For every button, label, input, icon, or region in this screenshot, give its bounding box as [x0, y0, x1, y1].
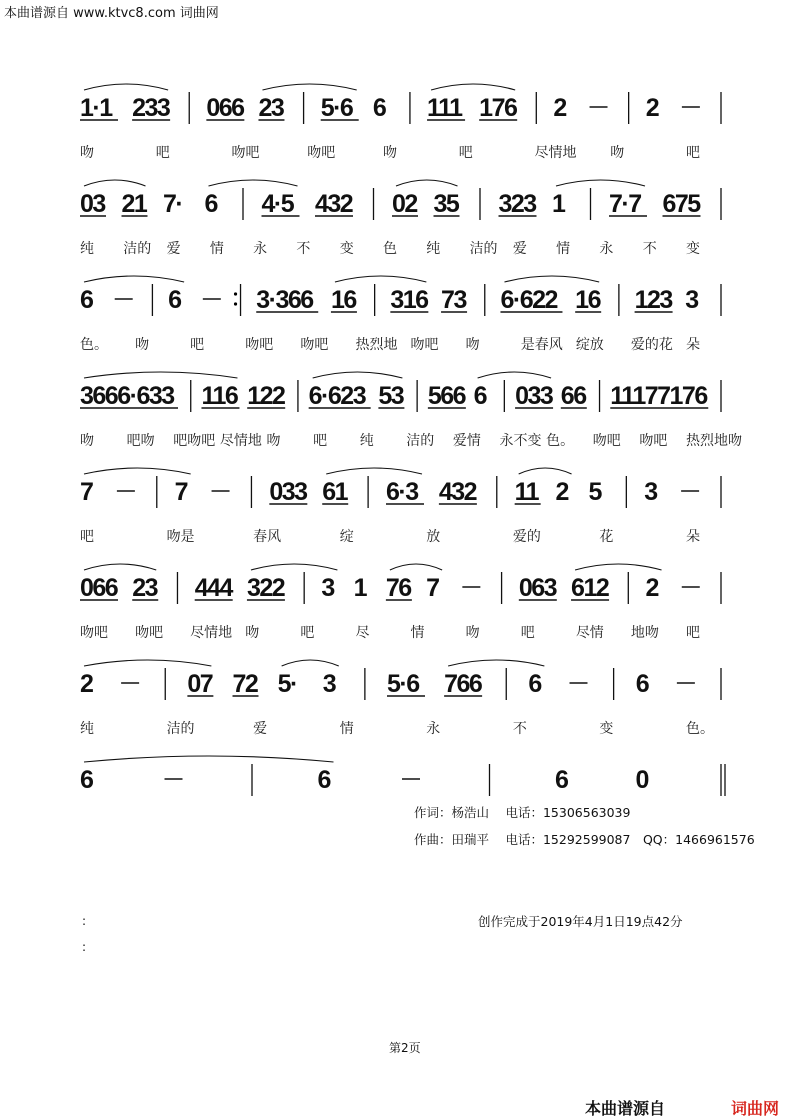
note-group: 6: [473, 382, 487, 410]
lyric-text: 春风: [253, 529, 282, 545]
lyric-text: 吻吧: [592, 433, 621, 449]
lyric-text: 吧: [80, 529, 94, 545]
note-group: 6: [204, 190, 217, 218]
lyric-text: 吻吧: [231, 145, 260, 161]
slur-arc: [396, 180, 458, 186]
note-group: 316: [390, 286, 428, 314]
lyric-text: 洁的: [406, 433, 435, 449]
note-group: 66: [560, 382, 586, 410]
lyric-text: 朵: [686, 337, 700, 353]
lyric-text: 变: [599, 721, 614, 737]
lyric-text: 吧: [313, 433, 328, 449]
note-group: 432: [315, 190, 353, 218]
note-group: 322: [246, 574, 285, 602]
note-group: 063: [518, 574, 557, 602]
slur-arc: [84, 372, 237, 378]
colon-mark: :: [82, 940, 87, 954]
lyric-text: 爱的: [512, 529, 541, 545]
lyric-text: 吻吧: [639, 433, 668, 449]
lyric-text: 色: [383, 241, 397, 257]
slur-arc: [431, 84, 515, 90]
lyric-text: 绽放: [575, 337, 604, 353]
lyric-text: 吻吧: [307, 145, 336, 161]
slur-arc: [390, 564, 442, 570]
note-group: 566: [427, 382, 466, 410]
slur-arc: [504, 276, 599, 282]
lyric-text: 吻: [80, 433, 94, 449]
note-group: 3: [685, 286, 698, 314]
slur-arc: [84, 660, 211, 666]
lyric-text: 不: [642, 241, 657, 257]
note-group: 07: [187, 670, 213, 698]
slur-arc: [326, 468, 422, 474]
slur-arc: [84, 756, 334, 762]
footer-site: 词曲网: [731, 1099, 780, 1118]
slur-arc: [282, 660, 339, 666]
page-header: 本曲谱源自 www.ktvc8.com 词曲网: [4, 6, 219, 21]
slur-arc: [251, 564, 337, 570]
lyric-text: 吻吧: [300, 337, 329, 353]
lyric-text: 吧: [458, 145, 473, 161]
note-group: 3: [644, 478, 657, 506]
lyric-text: 吧吻: [126, 433, 155, 449]
note-group: 35: [433, 190, 459, 218]
note-group: 111: [427, 94, 462, 122]
lyric-text: 尽: [355, 625, 370, 641]
note-group: 5·: [277, 670, 297, 698]
slur-arc: [84, 180, 146, 186]
lyric-text: 不: [296, 241, 311, 257]
lyric-text: 吻: [135, 337, 150, 353]
slur-arc: [262, 84, 356, 90]
lyric-text: 吧: [686, 625, 700, 641]
lyric-text: 纯: [359, 433, 374, 449]
note-group: 033: [515, 382, 553, 410]
lyric-text: 纯: [80, 241, 94, 257]
lyric-text: 色。: [546, 433, 575, 449]
lyric-text: 爱: [512, 241, 527, 257]
slur-arc: [313, 372, 403, 378]
note-group: 7: [426, 574, 439, 602]
lyric-text: 爱: [253, 721, 268, 737]
note-group: 2: [645, 574, 658, 602]
lyric-text: 地吻: [630, 625, 659, 641]
note-group: 766: [444, 670, 482, 698]
note-group: 323: [498, 190, 536, 218]
lyric-text: 热烈地: [355, 337, 398, 353]
note-group: 066: [206, 94, 244, 122]
note-group: 6: [317, 766, 330, 794]
note-group: 122: [247, 382, 285, 410]
note-group: 02: [392, 190, 417, 218]
note-group: 116: [201, 382, 238, 410]
note-group: 6·623: [308, 382, 366, 410]
page-number: 第2页: [389, 1041, 421, 1055]
note-group: 7·: [163, 190, 183, 218]
lyric-text: 纯: [80, 721, 94, 737]
slur-arc: [519, 468, 572, 474]
lyric-text: 尽情: [575, 625, 604, 641]
note-group: 6·622: [500, 286, 557, 314]
lyric-text: 不: [512, 721, 527, 737]
lyric-text: 朵: [686, 529, 700, 545]
composer-credit: 作曲：田瑞平 电话：15292599087 QQ：1466961576: [414, 832, 755, 847]
lyric-text: 绽: [339, 529, 354, 545]
lyric-text: 是春风: [520, 337, 563, 353]
note-group: 11: [514, 478, 539, 506]
note-group: 53: [378, 382, 404, 410]
note-group: 3·366: [256, 286, 313, 314]
completion-date: 创作完成于2019年4月1日19点42分: [478, 914, 683, 929]
lyric-text: 洁的: [166, 721, 195, 737]
slur-arc: [448, 660, 544, 666]
note-group: 7: [80, 478, 93, 506]
note-group: 5: [588, 478, 601, 506]
note-group: 76: [385, 574, 411, 602]
note-group: 72: [232, 670, 258, 698]
slur-arc: [209, 180, 298, 186]
note-group: 6: [80, 286, 93, 314]
lyric-text: 情: [209, 241, 224, 257]
slur-arc: [335, 276, 426, 282]
lyric-text: 永: [253, 241, 268, 257]
lyric-text: 永不变: [499, 433, 542, 449]
lyric-text: 变: [686, 241, 700, 257]
lyric-text: 情: [339, 721, 354, 737]
slur-arc: [556, 180, 645, 186]
lyric-text: 吧: [300, 625, 315, 641]
repeat-dot: [234, 292, 237, 295]
note-group: 612: [571, 574, 609, 602]
note-group: 123: [634, 286, 672, 314]
lyric-text: 花: [599, 529, 614, 545]
note-group: 6: [528, 670, 541, 698]
note-group: 3666·633: [80, 382, 174, 410]
lyric-text: 吻: [465, 625, 480, 641]
note-group: 7·7: [609, 190, 641, 218]
lyric-text: 吻吧: [410, 337, 439, 353]
lyric-text: 吻: [245, 625, 260, 641]
slur-arc: [478, 372, 551, 378]
note-group: 2: [553, 94, 566, 122]
lyric-text: 情: [556, 241, 571, 257]
note-group: 1·1: [80, 94, 112, 122]
note-group: 233: [132, 94, 170, 122]
note-group: 0: [635, 766, 648, 794]
lyric-text: 热烈地吻: [686, 433, 742, 449]
note-group: 11177176: [610, 382, 707, 410]
lyric-text: 色。: [686, 721, 714, 737]
slur-arc: [84, 564, 156, 570]
lyric-text: 吻吧: [245, 337, 274, 353]
lyric-text: 爱: [166, 241, 181, 257]
lyric-text: 放: [426, 529, 441, 545]
note-group: 176: [479, 94, 517, 122]
note-group: 61: [322, 478, 348, 506]
note-group: 066: [80, 574, 118, 602]
lyric-text: 吻: [266, 433, 281, 449]
lyric-text: 爱的花: [630, 337, 673, 353]
note-group: 2: [80, 670, 93, 698]
note-group: 3: [321, 574, 334, 602]
lyric-text: 纯: [426, 241, 441, 257]
note-group: 03: [80, 190, 105, 218]
note-group: 23: [258, 94, 284, 122]
lyric-text: 吻是: [166, 529, 195, 545]
lyric-text: 吻: [383, 145, 397, 161]
note-group: 6·3: [386, 478, 418, 506]
note-group: 2: [645, 94, 659, 122]
note-group: 6: [635, 670, 649, 698]
lyric-text: 吧: [520, 625, 535, 641]
lyric-text: 尽情地: [190, 625, 233, 641]
lyric-text: 爱情: [452, 433, 481, 449]
lyric-text: 吻: [80, 145, 94, 161]
note-group: 3: [322, 670, 336, 698]
lyric-text: 吻吧: [135, 625, 164, 641]
lyric-text: 洁的: [123, 241, 152, 257]
footer-brand: 本曲谱源自: [585, 1099, 666, 1118]
note-group: 1: [353, 574, 367, 602]
lyric-text: 尽情地: [534, 145, 577, 161]
colon-mark: :: [82, 914, 87, 928]
lyric-text: 吻吧: [80, 625, 108, 641]
lyric-text: 色。: [80, 337, 108, 353]
note-group: 5·6: [387, 670, 419, 698]
slur-arc: [84, 468, 191, 474]
lyric-text: 永: [599, 241, 614, 257]
note-group: 432: [438, 478, 477, 506]
note-group: 6: [555, 766, 568, 794]
note-group: 21: [121, 190, 147, 218]
note-group: 6: [372, 94, 386, 122]
note-group: 2: [555, 478, 568, 506]
lyric-text: 吧: [190, 337, 205, 353]
note-group: 6: [80, 766, 93, 794]
lyric-text: 吻: [610, 145, 625, 161]
note-group: 16: [330, 286, 356, 314]
note-group: 73: [441, 286, 466, 314]
repeat-dot: [234, 302, 237, 305]
lyric-text: 情: [410, 625, 425, 641]
slur-arc: [84, 84, 168, 90]
note-group: 23: [132, 574, 158, 602]
lyric-text: 变: [339, 241, 354, 257]
note-group: 675: [662, 190, 700, 218]
note-group: 16: [575, 286, 600, 314]
lyric-text: 永: [426, 721, 441, 737]
note-group: 7: [174, 478, 188, 506]
note-group: 5·6: [320, 94, 353, 122]
note-group: 444: [194, 574, 232, 602]
lyric-text: 吧: [686, 145, 700, 161]
lyric-text: 吧: [155, 145, 170, 161]
lyric-text: 吧吻吧: [173, 433, 216, 449]
note-group: 033: [269, 478, 307, 506]
lyric-text: 吻: [465, 337, 480, 353]
lyricist-credit: 作词：杨浩山 电话：15306563039: [414, 805, 631, 820]
note-group: 1: [552, 190, 565, 218]
slur-arc: [575, 564, 661, 570]
note-group: 6: [168, 286, 181, 314]
slur-arc: [84, 276, 184, 282]
lyric-text: 尽情地: [219, 433, 262, 449]
note-group: 4·5: [261, 190, 294, 218]
lyric-text: 洁的: [469, 241, 498, 257]
